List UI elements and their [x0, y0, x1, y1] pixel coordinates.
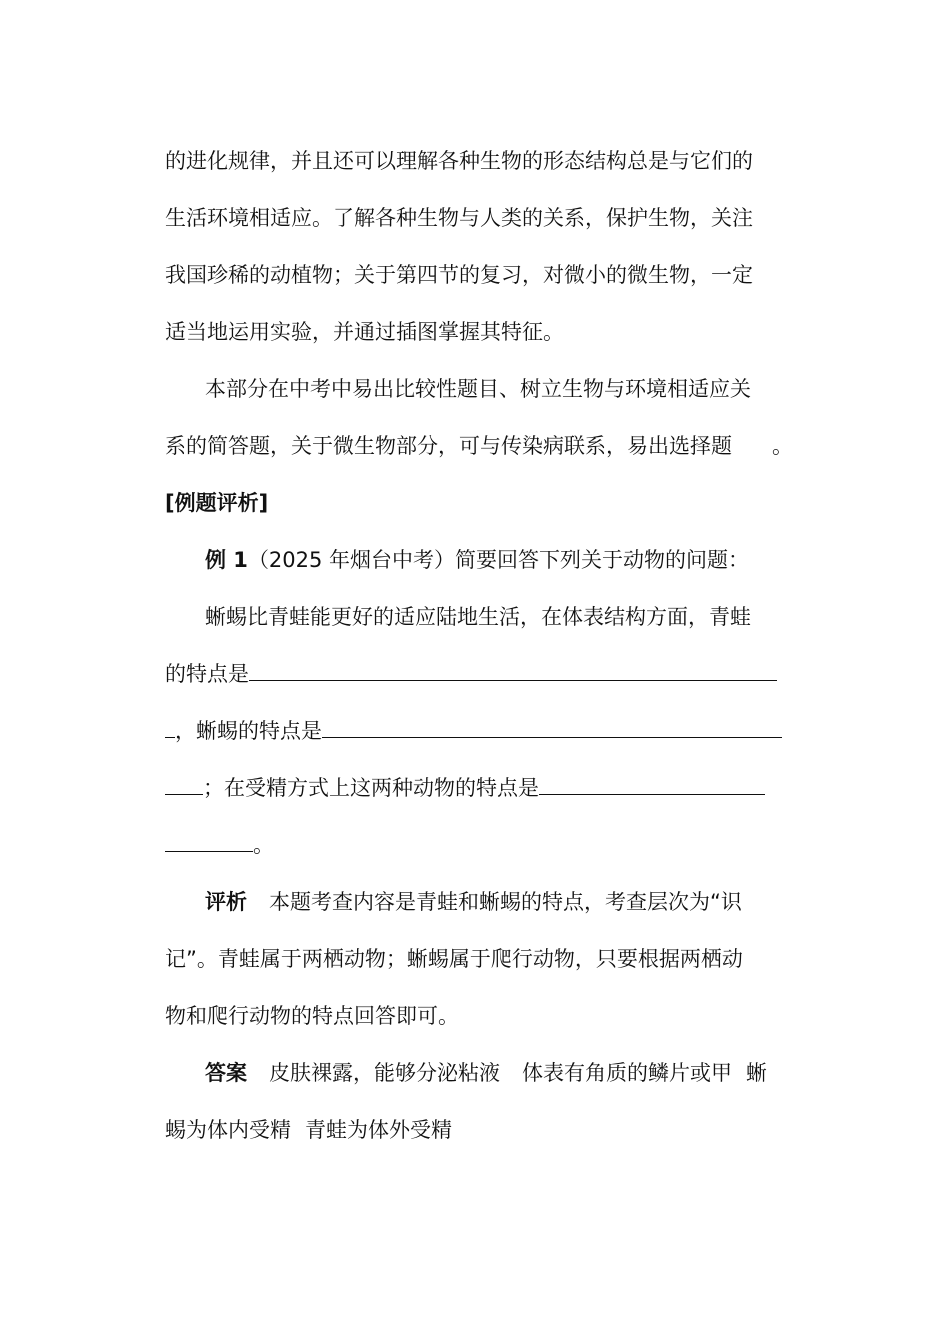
answer-part-5: 青蛙为体外受精	[305, 1118, 452, 1142]
intro-line-1: 的进化规律，并且还可以理解各种生物的形态结构总是与它们的	[165, 149, 753, 173]
answer-blank-1-end[interactable]	[165, 717, 175, 738]
example-label: 例 1	[205, 548, 248, 572]
answer-blank-3-end[interactable]	[165, 831, 253, 852]
answer-line-2	[165, 1116, 452, 1144]
answer-part-2: 体表有角质的鳞片或甲	[522, 1061, 732, 1085]
answer-blank-3[interactable]	[539, 774, 765, 795]
question-line-1: 蜥蜴比青蛙能更好的适应陆地生活，在体表结构方面，青蛙	[205, 605, 751, 629]
section-heading: [例题评析]	[165, 491, 269, 515]
question-line-5	[165, 831, 274, 859]
answer-part-3: 蜥	[746, 1061, 767, 1085]
exam-note-line-2-end: 。	[772, 434, 793, 458]
analysis-line-3: 物和爬行动物的特点回答即可。	[165, 1004, 459, 1028]
intro-line-3: 我国珍稀的动植物；关于第四节的复习，对微小的微生物，一定	[165, 263, 753, 287]
example-source-and-prompt: （2025 年烟台中考）简要回答下列关于动物的问题：	[247, 548, 750, 572]
analysis-line-2: 记”。青蛙属于两栖动物；蜥蜴属于爬行动物，只要根据两栖动	[165, 947, 743, 971]
question-line-4-text: ；在受精方式上这两种动物的特点是	[203, 776, 539, 800]
example-heading	[205, 546, 749, 574]
answer-part-4: 蜴为体内受精	[165, 1118, 291, 1142]
exam-note-line-2-text: 系的简答题，关于微生物部分，可与传染病联系，易出选择题	[165, 434, 732, 458]
answer-blank-1[interactable]	[249, 660, 777, 681]
answer-part-1: 皮肤裸露，能够分泌粘液	[269, 1061, 500, 1085]
question-line-2-text: 的特点是	[165, 662, 249, 686]
answer-blank-2-end[interactable]	[165, 774, 203, 795]
exam-note-line-2	[165, 432, 793, 460]
analysis-label: 评析	[205, 890, 247, 914]
analysis-line-1	[205, 888, 742, 916]
answer-line-1	[205, 1059, 767, 1087]
answer-label: 答案	[205, 1061, 247, 1085]
question-line-3-text: ，蜥蜴的特点是	[175, 719, 322, 743]
question-line-5-end: 。	[253, 833, 274, 857]
intro-line-2: 生活环境相适应。了解各种生物与人类的关系，保护生物，关注	[165, 206, 753, 230]
analysis-line-1-text: 本题考查内容是青蛙和蜥蜴的特点，考查层次为“识	[269, 890, 742, 914]
intro-line-4: 适当地运用实验，并通过插图掌握其特征。	[165, 320, 564, 344]
question-line-2	[165, 660, 777, 688]
answer-blank-2[interactable]	[322, 717, 782, 738]
question-line-4	[165, 774, 765, 802]
question-line-3	[165, 717, 782, 745]
exam-note-line-1: 本部分在中考中易出比较性题目、树立生物与环境相适应关	[205, 377, 751, 401]
